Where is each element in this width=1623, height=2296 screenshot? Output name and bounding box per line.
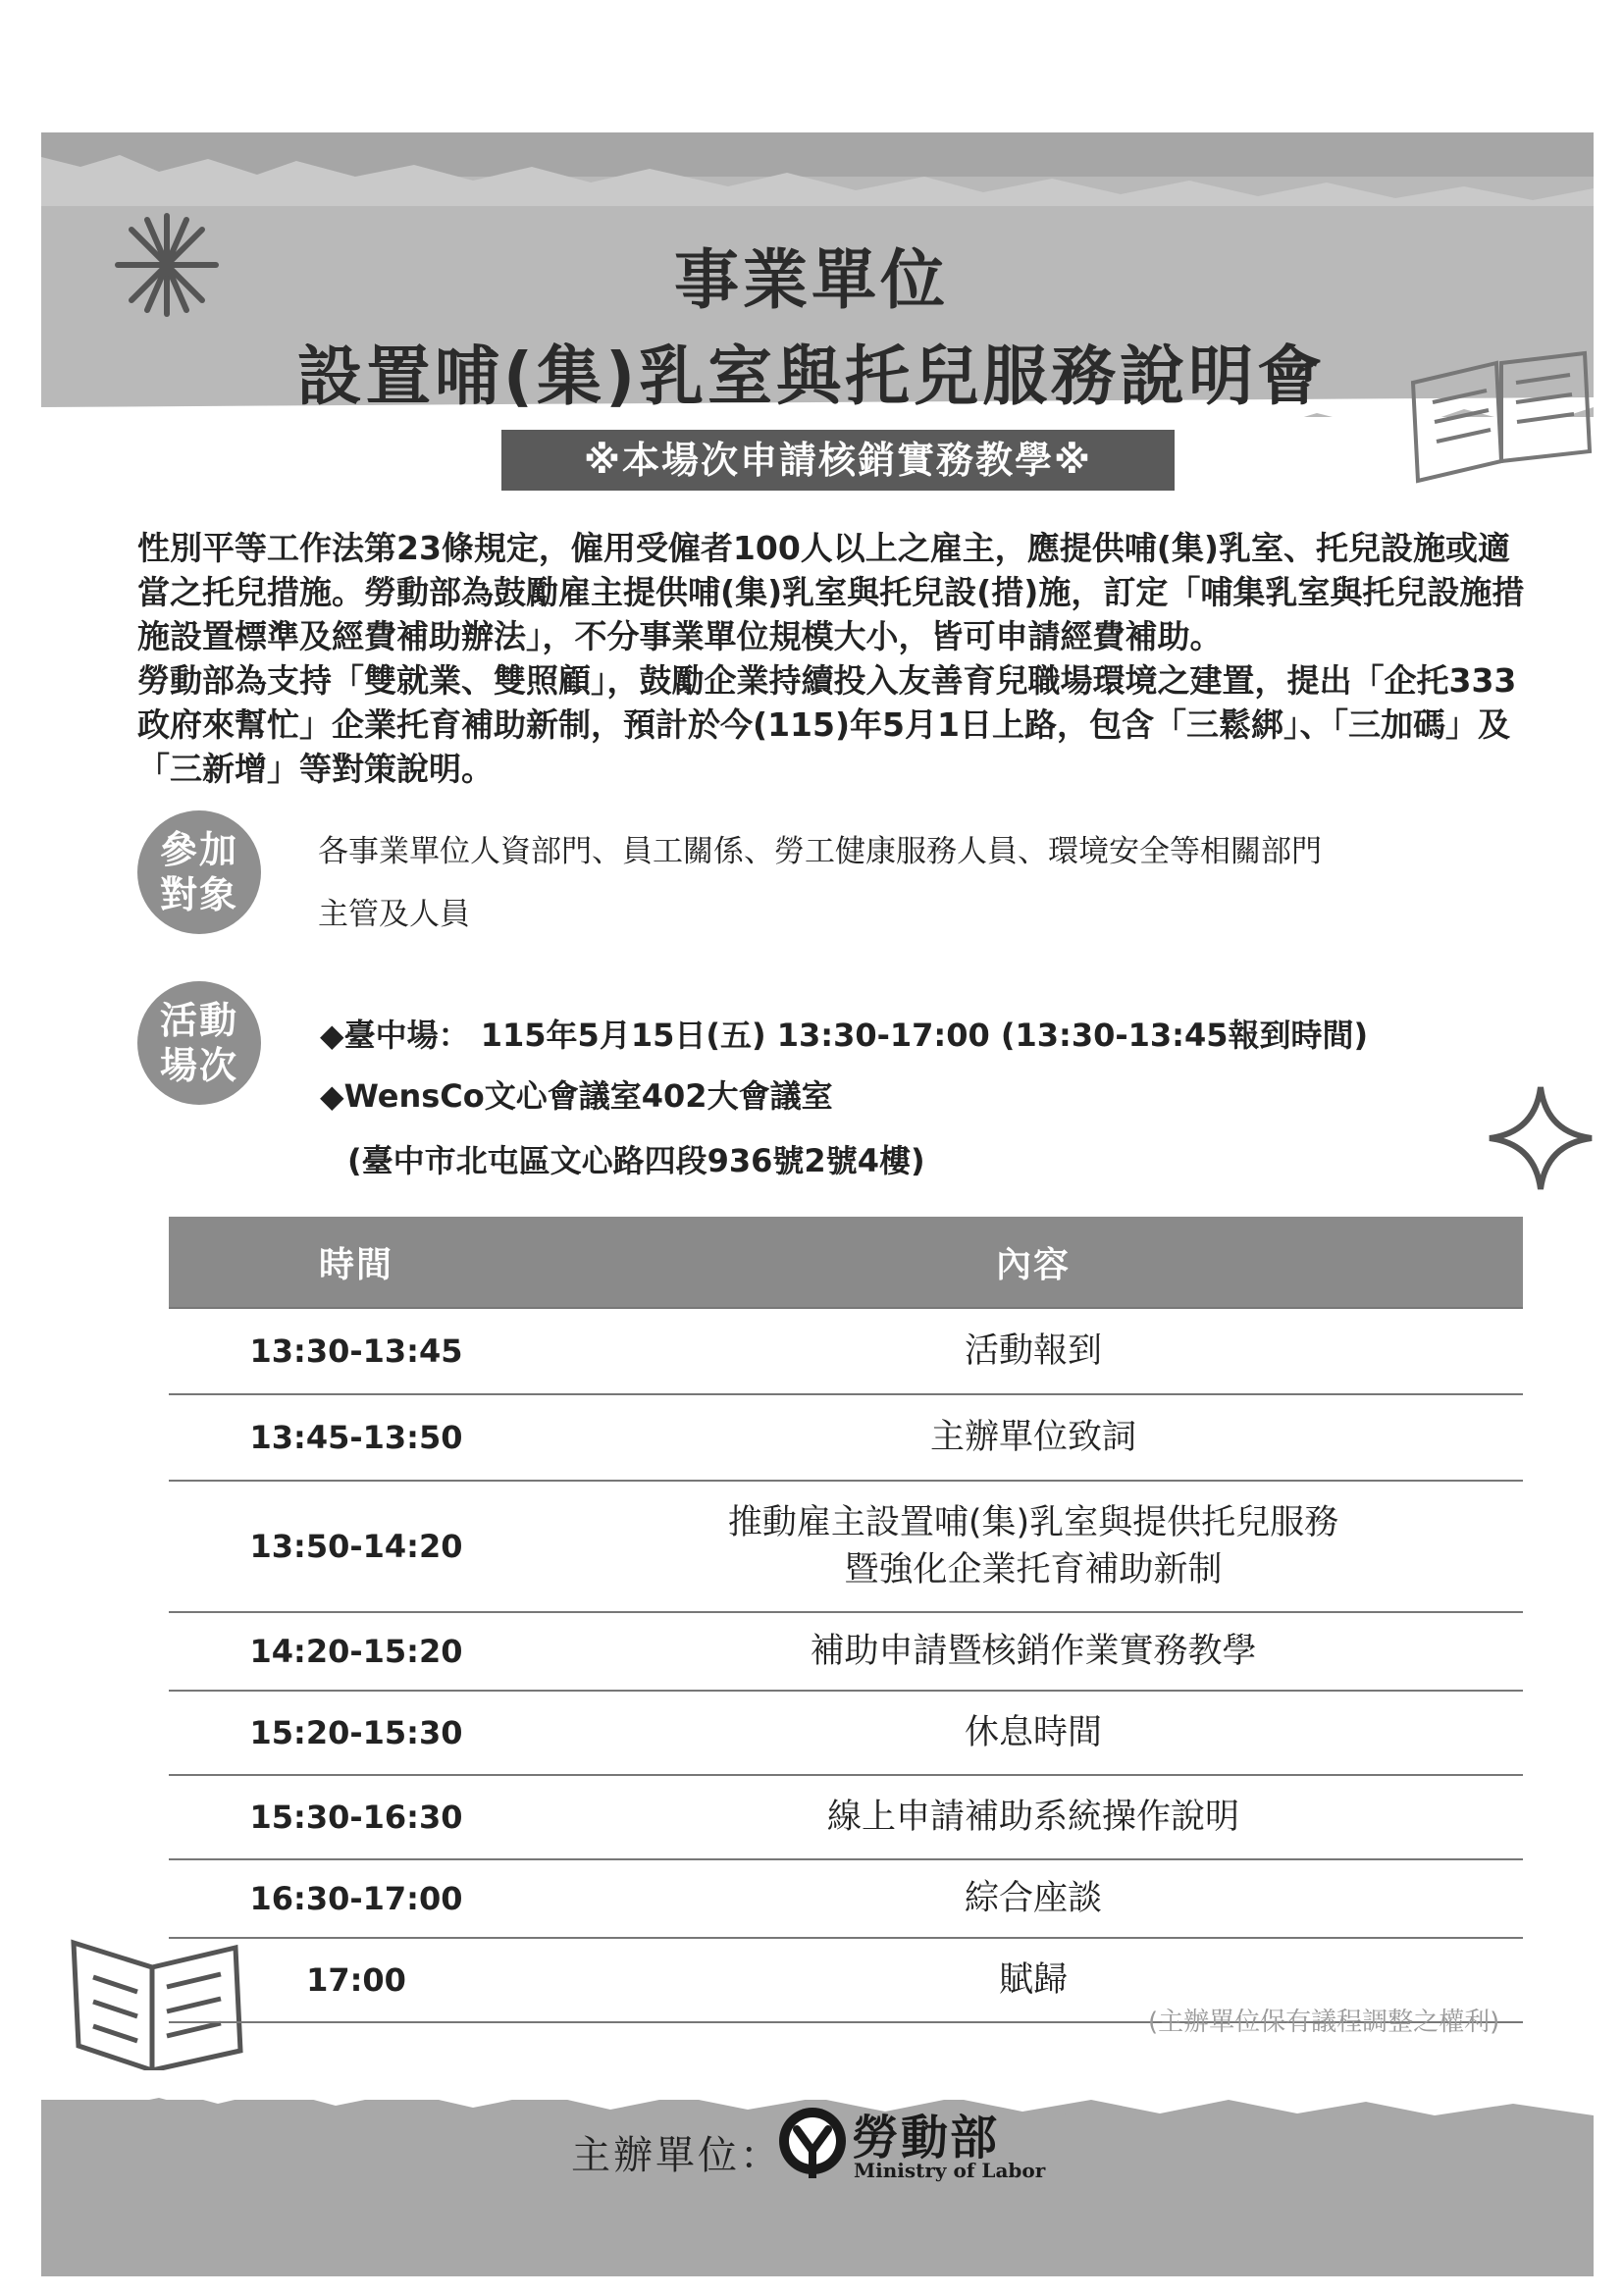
table-row: [169, 1612, 1523, 1691]
session-badge-line2: 場次: [159, 1044, 238, 1087]
torn-edge-decoration: [41, 147, 1594, 206]
agenda-content: 主辦單位致詞: [544, 1394, 1523, 1481]
session-address: (臺中市北屯區文心路四段936號2號4樓): [347, 1142, 925, 1179]
target-line-1: 各事業單位人資部門、員工關係、勞工健康服務人員、環境安全等相關部門: [318, 834, 1322, 869]
agenda-time: 13:45-13:50: [169, 1394, 544, 1481]
target-badge-line1: 參加: [159, 828, 238, 871]
page-title-line2: 設置哺(集)乳室與托兒服務說明會: [296, 339, 1327, 414]
agenda-content: 線上申請補助系統操作說明: [544, 1775, 1523, 1859]
agenda-time: 13:50-14:20: [169, 1481, 544, 1612]
page-title-line1: 事業單位: [674, 242, 949, 318]
ministry-logo-name: 勞動部: [852, 2111, 1000, 2166]
agenda-header-time: 時間: [169, 1217, 544, 1308]
agenda-content: 補助申請暨核銷作業實務教學: [544, 1612, 1523, 1691]
table-row: [169, 1859, 1523, 1938]
session-venue: ◆WensCo文心會議室402大會議室: [320, 1077, 833, 1115]
target-audience-badge: [137, 810, 261, 934]
table-row: [169, 1394, 1523, 1481]
table-row: [169, 1775, 1523, 1859]
agenda-time: 15:30-16:30: [169, 1775, 544, 1859]
intro-paragraph-2: 勞動部為支持「雙就業、雙照顧」，鼓勵企業持續投入友善育兒職場環境之建置，提出「企托333政府來幫忙」企業托育補助新制，預計於今(115)年5月1日上路，包含「三鬆綁」、「三加碼」及「三新增」等對策說明。: [137, 661, 1517, 788]
agenda-content: 綜合座談: [544, 1859, 1523, 1938]
agenda-time: 15:20-15:30: [169, 1691, 544, 1775]
sparkle-icon: [1482, 1079, 1599, 1197]
ministry-logo-english: Ministry of Labor: [854, 2159, 1046, 2182]
target-audience-text: [318, 820, 1495, 946]
target-line-2: 主管及人員: [318, 897, 470, 932]
organizer-label: 主辦單位：: [571, 2133, 782, 2178]
agenda-header-row: [169, 1217, 1523, 1308]
intro-text: [137, 526, 1531, 791]
agenda-content: 休息時間: [544, 1691, 1523, 1775]
table-row: [169, 1691, 1523, 1775]
target-badge-line2: 對象: [159, 873, 238, 916]
ministry-logo-icon: [775, 2100, 850, 2188]
table-row: [169, 1308, 1523, 1394]
agenda-content-line2: 暨強化企業托育補助新制: [844, 1550, 1223, 1590]
agenda-content-line1: 推動雇主設置哺(集)乳室與提供托兒服務: [727, 1503, 1339, 1542]
session-badge-line1: 活動: [159, 999, 238, 1042]
agenda-content: 賦歸: [544, 1938, 1523, 2022]
intro-paragraph-1: 性別平等工作法第23條規定，僱用受僱者100人以上之雇主，應提供哺(集)乳室、托兒設施或適當之托兒措施。勞動部為鼓勵雇主提供哺(集)乳室與托兒設(措)施，訂定「哺集乳室與托兒設施措施設置標準及經費補助辦法」，不分事業單位規模大小，皆可申請經費補助。: [137, 529, 1525, 655]
agenda-time: 17:00: [169, 1938, 544, 2022]
agenda-note: (主辦單位保有議程調整之權利): [1148, 2008, 1500, 2037]
agenda-time: 16:30-17:00: [169, 1859, 544, 1938]
session-badge: [137, 981, 261, 1105]
agenda-header-content: 內容: [544, 1217, 1523, 1308]
agenda-time: 13:30-13:45: [169, 1308, 544, 1394]
agenda-content-multiline: [544, 1481, 1523, 1612]
subtitle-banner: ※本場次申請核銷實務教學※: [501, 430, 1175, 491]
agenda-content: 活動報到: [544, 1308, 1523, 1394]
session-date-time: ◆臺中場： 115年5月15日(五) 13:30-17:00 (13:30-13:45報到時間): [320, 1017, 1369, 1054]
agenda-time: 14:20-15:20: [169, 1612, 544, 1691]
agenda-table: [169, 1217, 1523, 2023]
table-row: [169, 1481, 1523, 1612]
